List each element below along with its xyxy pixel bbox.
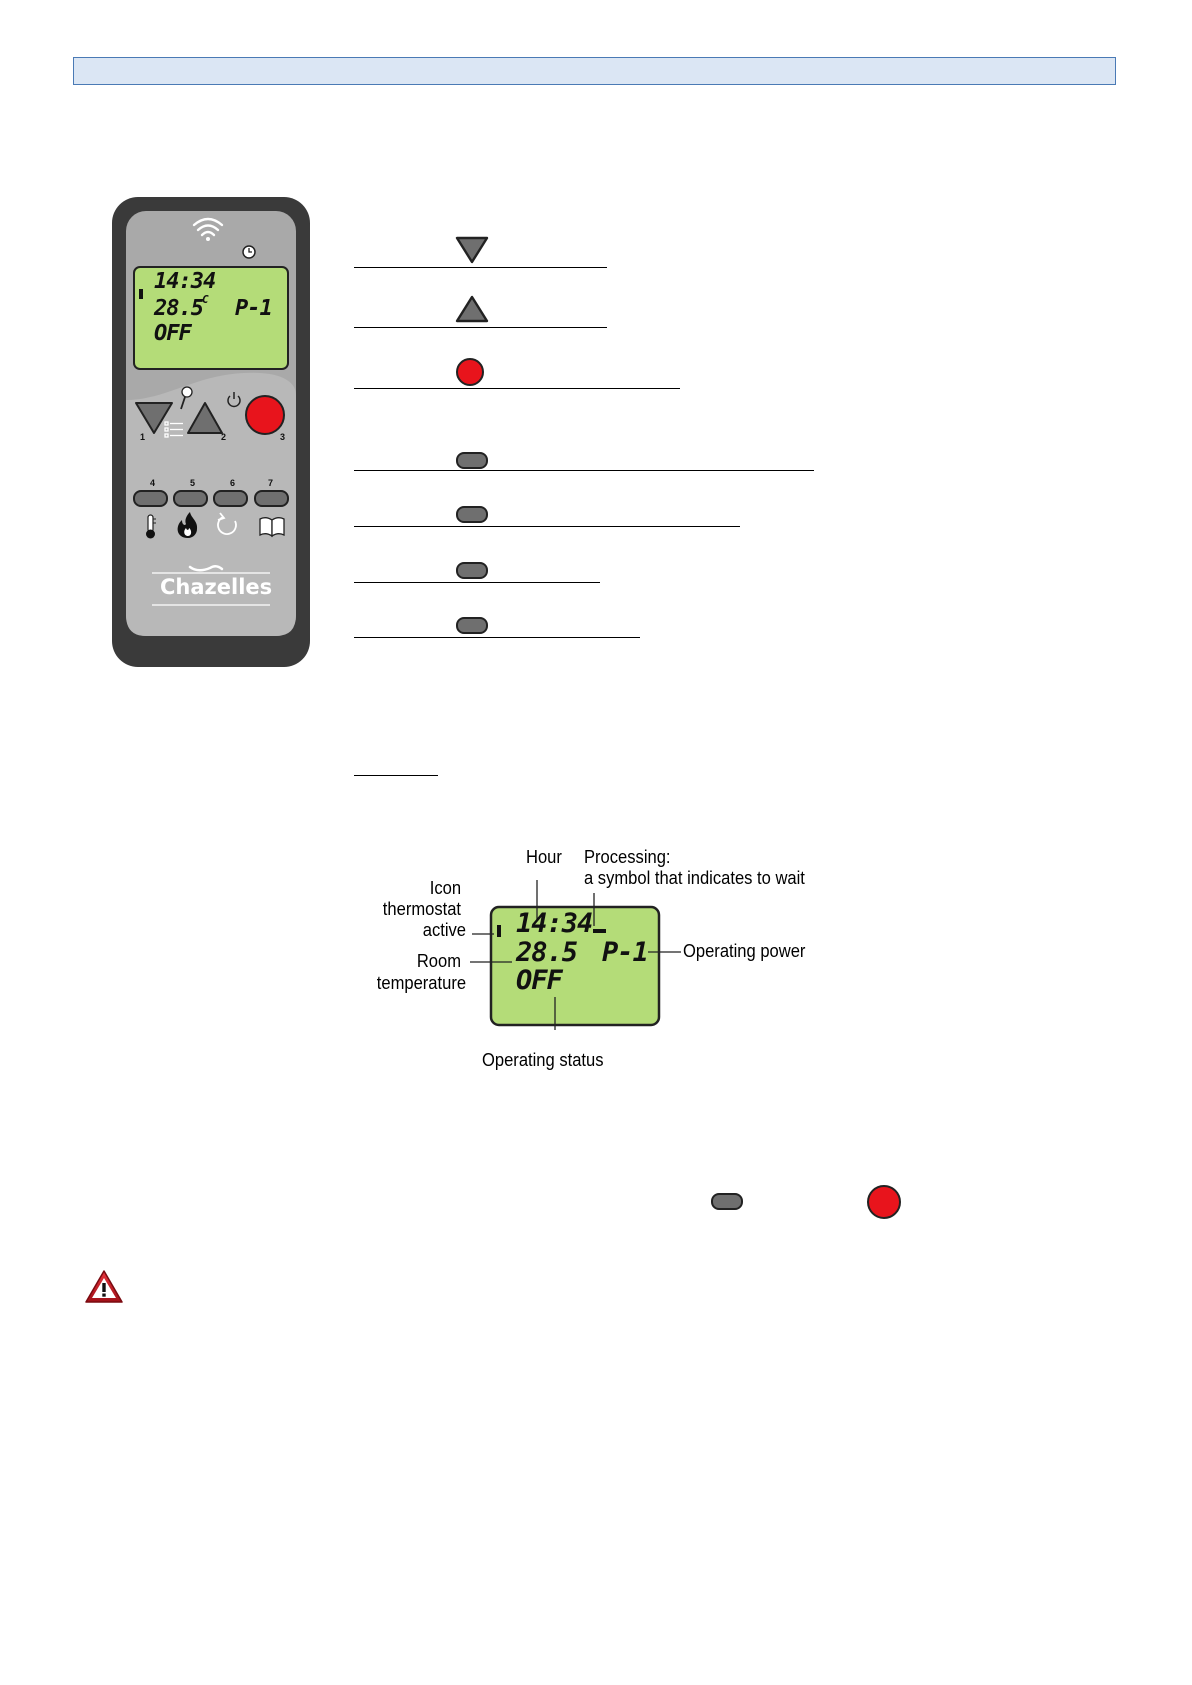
label-operating-power: Operating power — [683, 941, 806, 961]
remote-lcd-status: OFF — [154, 321, 191, 346]
power-button — [246, 396, 284, 434]
thermostat-indicator — [139, 289, 143, 299]
lcd-diagram-status: OFF — [516, 965, 562, 996]
lcd-processing-symbol — [593, 929, 606, 933]
brand-name: Chazelles — [160, 575, 273, 599]
label-icon-1: Icon — [429, 878, 461, 898]
remote-lcd-temperature-unit: C — [202, 293, 208, 306]
remote-lcd-power: P-1 — [235, 296, 272, 321]
label-icon-2: thermostat — [382, 899, 461, 919]
legend-rule-5 — [354, 526, 740, 527]
button-5 — [174, 491, 207, 506]
label-operating-status: Operating status — [482, 1050, 604, 1070]
red-circle-icon — [455, 357, 485, 387]
button-number-3: 3 — [280, 432, 286, 442]
label-room-2: temperature — [376, 973, 466, 993]
button-number-1: 1 — [140, 432, 146, 442]
section-header-bar — [73, 57, 1116, 85]
remote-lcd-time: 14:34 — [154, 269, 216, 294]
up-triangle-icon — [455, 294, 489, 324]
legend-rule-3 — [354, 388, 680, 389]
button-7 — [255, 491, 288, 506]
button-number-7: 7 — [268, 478, 274, 488]
label-room-1: Room — [416, 951, 461, 971]
button-number-5: 5 — [190, 478, 196, 488]
short-underline — [354, 775, 438, 776]
grey-button-icon-4 — [455, 616, 489, 636]
legend-rule-2 — [354, 327, 607, 328]
lcd-thermostat-indicator — [497, 925, 501, 937]
legend-rule-1 — [354, 267, 607, 268]
button-number-4: 4 — [150, 478, 156, 488]
lcd-diagram-time: 14:34 — [516, 908, 593, 939]
grey-button-icon-2 — [455, 505, 489, 525]
lcd-diagram-temperature: 28.5 — [516, 937, 578, 968]
label-processing-1: Processing: — [584, 847, 671, 867]
remote-lcd-temperature: 28.5 — [154, 296, 203, 321]
button-number-6: 6 — [230, 478, 236, 488]
clock-icon — [243, 246, 255, 258]
button-4 — [134, 491, 167, 506]
button-6 — [214, 491, 247, 506]
legend-rule-4 — [354, 470, 814, 471]
warning-icon — [84, 1269, 124, 1305]
label-processing-2: a symbol that indicates to wait — [584, 868, 805, 888]
grey-button-icon-1 — [455, 451, 489, 471]
legend-rule-7 — [354, 637, 640, 638]
down-triangle-icon — [455, 235, 489, 265]
legend-rule-6 — [354, 582, 600, 583]
button-number-2: 2 — [221, 432, 227, 442]
label-icon-3: active — [422, 920, 466, 940]
book-icon — [260, 518, 284, 536]
red-circle-inline-icon — [866, 1184, 902, 1220]
lcd-diagram — [460, 880, 710, 1030]
grey-button-inline-icon — [710, 1192, 744, 1212]
grey-button-icon-3 — [455, 561, 489, 581]
label-hour: Hour — [526, 847, 562, 867]
lcd-diagram-power: P-1 — [602, 937, 648, 968]
